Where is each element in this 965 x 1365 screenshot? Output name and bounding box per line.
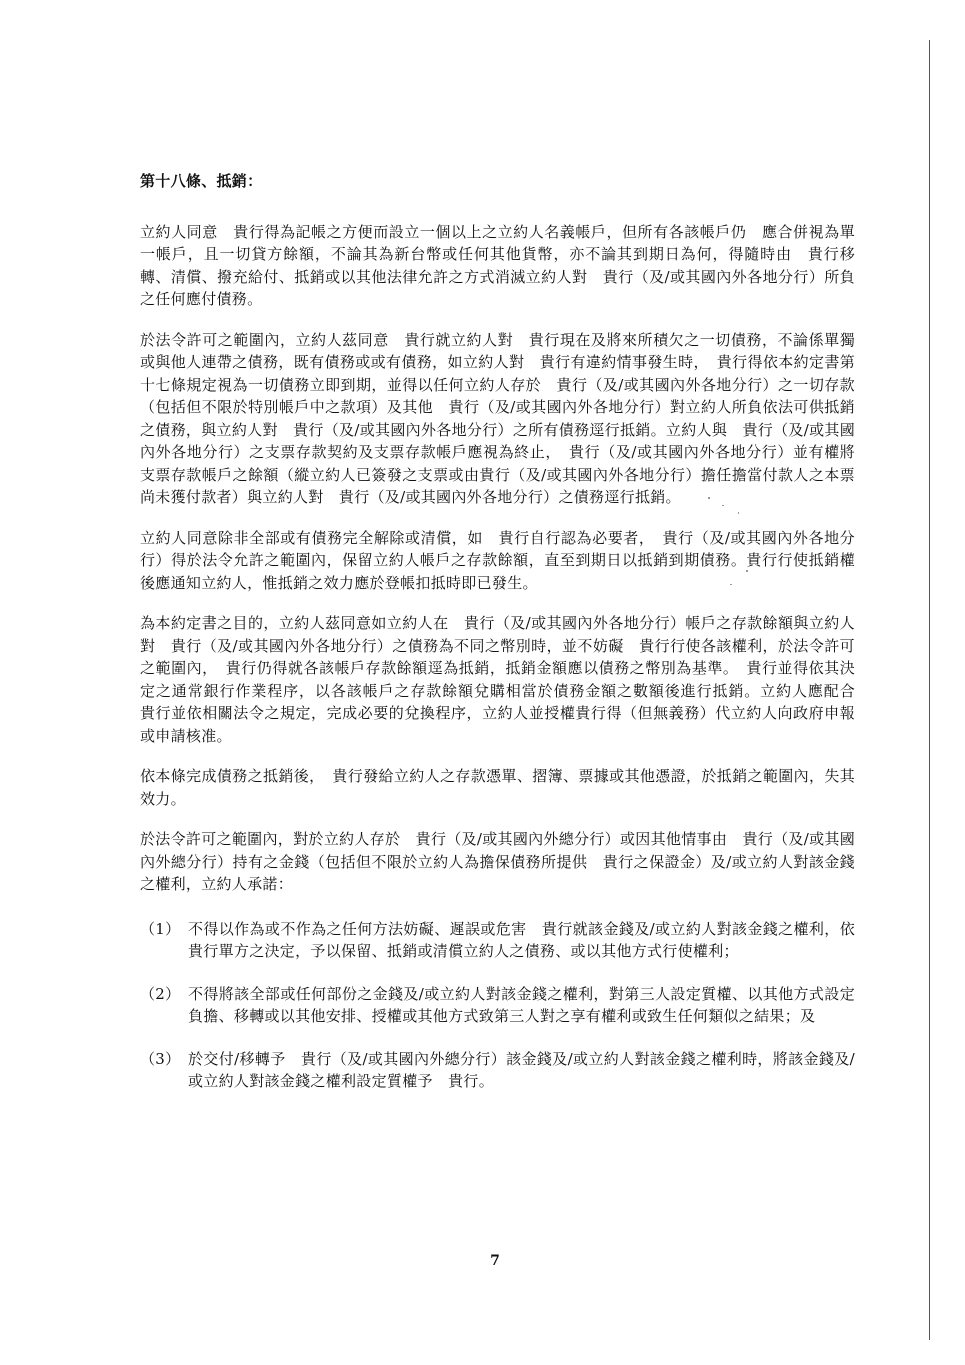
- list-item-text: 於交付/移轉予 貴行（及/或其國內外總分行）該金錢及/或立約人對該金錢之權利時，將該金錢及/或立約人對該金錢之權利設定質權予 貴行。: [188, 1049, 855, 1090]
- list-item-text: 不得以作為或不作為之任何方法妨礙、遲誤或危害 貴行就該金錢及/或立約人對該金錢之權利，依 貴行單方之決定，予以保留、抵銷或清償立約人之債務、或以其他方式行使權利；: [188, 919, 871, 960]
- scan-edge-line: [929, 40, 930, 1340]
- paragraph-certificates: 依本條完成債務之抵銷後， 貴行發給立約人之存款憑單、摺簿、票據或其他憑證，於抵銷之範圍內，失其效力。: [140, 767, 855, 808]
- scan-speck: [738, 512, 739, 514]
- list-item: [140, 983, 855, 1028]
- page-number: 7: [490, 1253, 500, 1269]
- list-item-number: （1）: [140, 919, 181, 938]
- scan-speck: [746, 570, 748, 572]
- list-item-number: （2）: [140, 984, 181, 1003]
- list-item: [140, 918, 871, 963]
- list-item-number: （3）: [140, 1049, 181, 1068]
- paragraph-accounts: 立約人同意 貴行得為記帳之方便而設立一個以上之立約人名義帳戶，但所有各該帳戶仍 應合併視為單一帳戶，且一切貸方餘額，不論其為新台幣或任何其他貨幣，亦不論其到期日為何，得隨時由 貴行移轉、清償、撥充給付、抵銷或以其他法律允許之方式消滅立約人對 貴行（及/或其國內外各地分行）所負之任何應付債務。: [140, 222, 855, 308]
- paragraph-undertakings: 於法令許可之範圍內，對於立約人存於 貴行（及/或其國內外總分行）或因其他情事由 貴行（及/或其國內外總分行）持有之金錢（包括但不限於立約人為擔保債務所提供 貴行之保證金）及/或立約人對該金錢之權利，立約人承諾：: [140, 830, 855, 893]
- paragraph-retention: 立約人同意除非全部或有債務完全解除或清償，如 貴行自行認為必要者， 貴行（及/或其國內外各地分行）得於法令允許之範圍內，保留立約人帳戶之存款餘額，直至到期日以抵銷到期債務。貴行行使抵銷權後應通知立約人，惟抵銷之效力應於登帳扣抵時即已發生。: [140, 528, 855, 592]
- paragraph-setoff-rights: 於法令許可之範圍內，立約人茲同意 貴行就立約人對 貴行現在及將來所積欠之一切債務，不論係單獨或與他人連帶之債務，既有債務或或有債務，如立約人對 貴行有違約情事發生時， 貴行得依本約定書第十七條規定視為一切債務立即到期，並得以任何立約人存於 貴行（及/或其國內外各地分行）之一切存款（包括但不限於特別帳戶中之款項）及其他 貴行（及/或其國內外各地分行）對立約人所負依法可供抵銷之債務，與立約人對 貴行（及/或其國內外各地分行）之所有債務逕行抵銷。立約人與 貴行（及/或其國內外各地分行）之支票存款契約及支票存款帳戶應視為終止， 貴行（及/或其國內外各地分行）並有權將支票存款帳戶之餘額（縱立約人已簽發之支票或由貴行（及/或其國內外各地分行）擔任擔當付款人之本票尚未獲付款者）與立約人對 貴行（及/或其國內外各地分行）之債務逕行抵銷。: [140, 330, 855, 506]
- scan-speck: [730, 584, 732, 585]
- scan-speck: [722, 505, 724, 506]
- list-item-text: 不得將該全部或任何部份之金錢及/或立約人對該金錢之權利，對第三人設定質權、以其他方式設定負擔、移轉或以其他安排、授權或其他方式致第三人對之享有權利或致生任何類似之結果；及: [188, 984, 855, 1025]
- scan-speck: [708, 497, 710, 499]
- article-body: [140, 170, 871, 1113]
- article-heading: 第十八條、抵銷：: [140, 172, 263, 190]
- list-item: [140, 1048, 855, 1093]
- paragraph-currency: 為本約定書之目的，立約人茲同意如立約人在 貴行（及/或其國內外各地分行）帳戶之存款餘額與立約人對 貴行（及/或其國內外各地分行）之債務為不同之幣別時，並不妨礙 貴行行使各該權利，於法令許可之範圍內， 貴行仍得就各該帳戶存款餘額逕為抵銷，抵銷金額應以債務之幣別為基準。 貴行並得依其決定之通常銀行作業程序，以各該帳戶之存款餘額兌購相當於債務金額之數額後進行抵銷。立約人應配合 貴行並依相關法令之規定，完成必要的兌換程序，立約人並授權貴行得（但無義務）代立約人向政府申報或申請核准。: [140, 614, 871, 745]
